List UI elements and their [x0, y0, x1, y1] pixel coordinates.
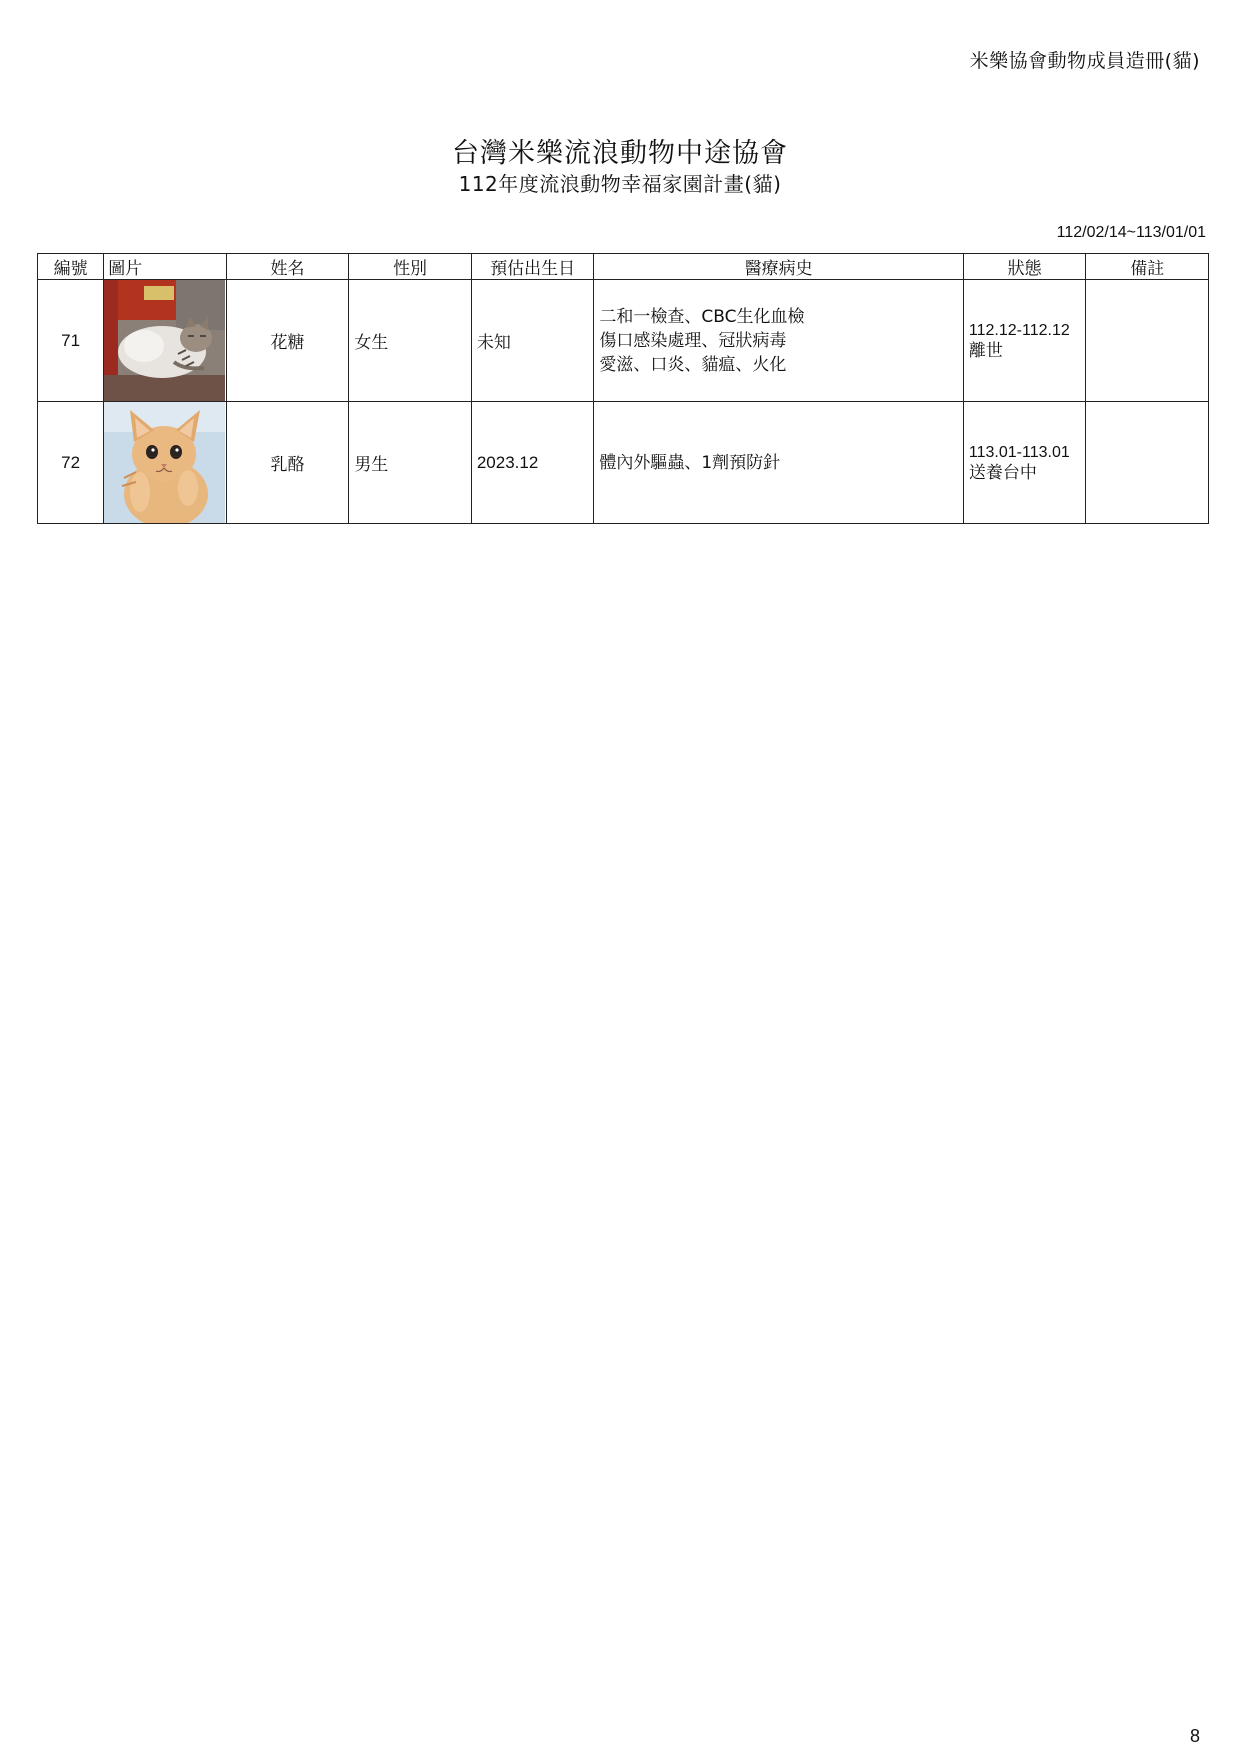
- cat-photo-gray-tabby: [104, 280, 225, 401]
- column-header-medical: 醫療病史: [594, 254, 964, 280]
- page-number: 8: [1189, 1726, 1200, 1746]
- cat-name: 乳酪: [226, 402, 349, 524]
- cat-sex: 男生: [349, 402, 472, 524]
- medical-history: [594, 280, 964, 402]
- column-header-status: 狀態: [963, 254, 1086, 280]
- cat-photo: [104, 280, 227, 402]
- row-number: 71: [38, 280, 104, 402]
- cat-status: [963, 280, 1086, 402]
- table-row: [38, 402, 1209, 524]
- medical-line: 體內外驅蟲、1劑預防針: [599, 452, 781, 473]
- corner-title: 米樂協會動物成員造冊(貓): [969, 50, 1200, 72]
- cat-note: [1086, 280, 1209, 402]
- column-header-birth: 預估出生日: [471, 254, 594, 280]
- column-header-number: 編號: [38, 254, 104, 280]
- cat-name: 花糖: [226, 280, 349, 402]
- row-number: 72: [38, 402, 104, 524]
- medical-line: 二和一檢查、CBC生化血檢: [599, 306, 805, 327]
- cat-status: [963, 402, 1086, 524]
- table-row: [38, 280, 1209, 402]
- column-header-sex: 性別: [349, 254, 472, 280]
- cat-photo-orange-kitten: [104, 402, 225, 523]
- page-title: 台灣米樂流浪動物中途協會: [452, 138, 788, 169]
- medical-line: 愛滋、口炎、貓瘟、火化: [599, 354, 787, 375]
- cat-photo: [104, 402, 227, 524]
- status-date: 113.01-113.01: [968, 443, 1070, 461]
- column-header-note: 備註: [1086, 254, 1209, 280]
- medical-line: 傷口感染處理、冠狀病毒: [599, 330, 787, 351]
- status-text: 送養台中: [968, 462, 1037, 483]
- column-header-photo: 圖片: [104, 254, 227, 280]
- animal-roster-table: [37, 253, 1209, 524]
- cat-sex: 女生: [349, 280, 472, 402]
- column-header-name: 姓名: [226, 254, 349, 280]
- date-range: 112/02/14~113/01/01: [1056, 224, 1206, 241]
- status-date: 112.12-112.12: [968, 321, 1070, 339]
- page-subtitle: 112年度流浪動物幸福家園計畫(貓): [458, 172, 782, 196]
- status-text: 離世: [968, 340, 1003, 361]
- medical-history: [594, 402, 964, 524]
- table-header-row: [38, 254, 1209, 280]
- cat-birth: 未知: [471, 280, 594, 402]
- cat-birth: 2023.12: [471, 402, 594, 524]
- cat-note: [1086, 402, 1209, 524]
